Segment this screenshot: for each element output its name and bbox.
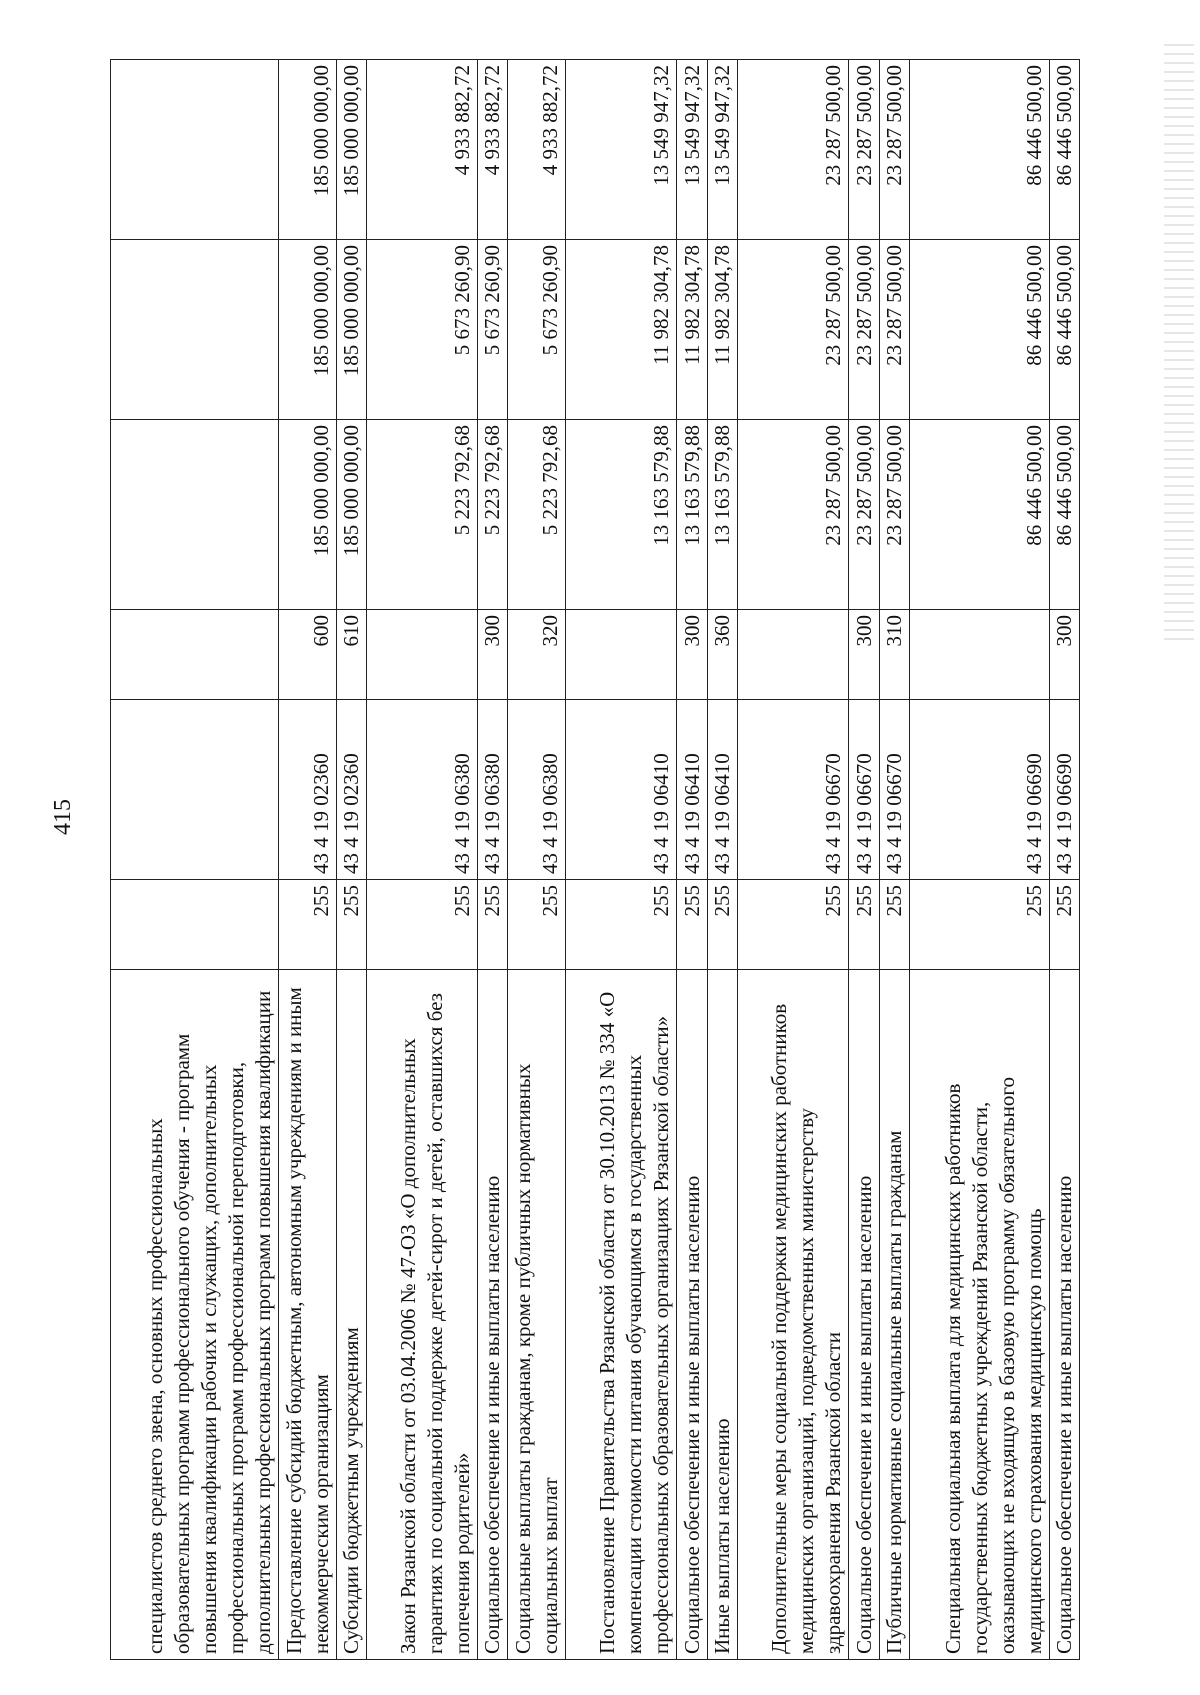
row-amount-2: 23 287 500,00 [879,240,909,420]
row-amount-2: 11 982 304,78 [566,240,677,420]
row-amount-1: 13 163 579,88 [566,420,677,610]
row-gr-code: 255 [738,880,849,970]
row-amount-2: 185 000 000,00 [336,240,366,420]
row-name: специалистов среднего звена, основных профессиональных образовательных программ профессионального обучения - программ повышения квалификации рабочих и служащих, дополнительных профессиональных программ профессиональной переподготовки, дополнительных профессиональных программ повышения квалификации [111,970,279,1660]
row-amount-2: 5 673 260,90 [508,240,566,420]
row-amount-3: 4 933 882,72 [366,60,477,240]
row-amount-1: 185 000 000,00 [278,420,336,610]
row-expense-type: 300 [1049,610,1079,700]
row-name: Дополнительные меры социальной поддержки медицинских работников медицинских организаций, подведомственных министерству здравоохранения Рязанской области [738,970,849,1660]
row-gr-code: 255 [1049,880,1079,970]
table-body [111,60,1080,1660]
row-name: Публичные нормативные социальные выплаты гражданам [879,970,909,1660]
row-expense-type [566,610,677,700]
row-expense-type [738,610,849,700]
row-target-article: 43 4 19 06410 [677,700,707,880]
row-amount-3: 4 933 882,72 [508,60,566,240]
row-amount-1: 86 446 500,00 [909,420,1049,610]
row-amount-3: 86 446 500,00 [909,60,1049,240]
row-expense-type: 600 [278,610,336,700]
row-target-article: 43 4 19 06380 [366,700,477,880]
row-gr-code: 255 [879,880,909,970]
row-amount-3: 86 446 500,00 [1049,60,1079,240]
table-row [738,60,849,1660]
row-amount-1: 23 287 500,00 [849,420,879,610]
row-target-article: 43 4 19 02360 [278,700,336,880]
row-amount-3: 23 287 500,00 [849,60,879,240]
table-row [677,60,707,1660]
row-gr-code: 255 [278,880,336,970]
row-expense-type: 360 [707,610,737,700]
row-amount-3 [111,60,279,240]
row-amount-1: 185 000 000,00 [336,420,366,610]
row-target-article: 43 4 19 06380 [478,700,508,880]
row-amount-2: 86 446 500,00 [1049,240,1079,420]
row-amount-2: 5 673 260,90 [478,240,508,420]
row-name: Иные выплаты населению [707,970,737,1660]
row-name: Социальное обеспечение и иные выплаты населению [1049,970,1079,1660]
table-row [336,60,366,1660]
row-gr-code: 255 [707,880,737,970]
row-gr-code: 255 [478,880,508,970]
row-target-article: 43 4 19 06670 [879,700,909,880]
row-gr-code [111,880,279,970]
row-expense-type [111,610,279,700]
row-gr-code: 255 [909,880,1049,970]
row-gr-code: 255 [677,880,707,970]
row-amount-2: 23 287 500,00 [738,240,849,420]
row-amount-3: 23 287 500,00 [879,60,909,240]
table-row [478,60,508,1660]
row-gr-code: 255 [849,880,879,970]
row-expense-type: 300 [849,610,879,700]
table-row [366,60,477,1660]
table-row [566,60,677,1660]
table-row [879,60,909,1660]
row-name: Социальное обеспечение и иные выплаты населению [478,970,508,1660]
row-target-article: 43 4 19 06380 [508,700,566,880]
row-amount-3: 185 000 000,00 [278,60,336,240]
row-amount-1: 5 223 792,68 [508,420,566,610]
row-target-article: 43 4 19 06410 [707,700,737,880]
row-gr-code: 255 [566,880,677,970]
row-amount-2: 23 287 500,00 [849,240,879,420]
row-expense-type: 300 [677,610,707,700]
row-expense-type: 320 [508,610,566,700]
row-name: Субсидии бюджетным учреждениям [336,970,366,1660]
row-name: Постановление Правительства Рязанской области от 30.10.2013 № 334 «О компенсации стоимости питания обучающимся в государственных профессиональных образовательных организациях Рязанской области» [566,970,677,1660]
row-expense-type: 310 [879,610,909,700]
row-gr-code: 255 [508,880,566,970]
row-expense-type [909,610,1049,700]
row-amount-2: 11 982 304,78 [677,240,707,420]
row-gr-code: 255 [336,880,366,970]
row-amount-3: 185 000 000,00 [336,60,366,240]
row-target-article: 43 4 19 06410 [566,700,677,880]
budget-table-container [110,60,1080,1660]
row-target-article [111,700,279,880]
row-amount-3: 4 933 882,72 [478,60,508,240]
row-amount-3: 23 287 500,00 [738,60,849,240]
row-target-article: 43 4 19 06670 [849,700,879,880]
row-name: Социальное обеспечение и иные выплаты населению [677,970,707,1660]
row-name: Специальная социальная выплата для медицинских работников государственных бюджетных учреждений Рязанской области, оказывающих не входящую в базовую программу обязательного медицинского страхования медицинскую помощь [909,970,1049,1660]
row-target-article: 43 4 19 06690 [1049,700,1079,880]
row-expense-type [366,610,477,700]
row-target-article: 43 4 19 06690 [909,700,1049,880]
row-amount-1: 23 287 500,00 [879,420,909,610]
row-amount-2: 11 982 304,78 [707,240,737,420]
table-row [849,60,879,1660]
row-amount-3: 13 549 947,32 [707,60,737,240]
row-amount-1: 23 287 500,00 [738,420,849,610]
row-expense-type: 300 [478,610,508,700]
table-row [909,60,1049,1660]
row-name: Закон Рязанской области от 03.04.2006 № 47-ОЗ «О дополнительных гарантиях по социальной поддержке детей-сирот и детей, оставшихся без попечения родителей» [366,970,477,1660]
table-row [1049,60,1079,1660]
row-target-article: 43 4 19 02360 [336,700,366,880]
row-amount-1: 5 223 792,68 [478,420,508,610]
row-amount-1: 13 163 579,88 [707,420,737,610]
row-amount-1: 5 223 792,68 [366,420,477,610]
page-number: 415 [50,799,76,835]
budget-table [110,59,1080,1660]
table-row [508,60,566,1660]
row-name: Социальные выплаты гражданам, кроме публичных нормативных социальных выплат [508,970,566,1660]
row-amount-1: 86 446 500,00 [1049,420,1079,610]
row-name: Предоставление субсидий бюджетным, автономным учреждениям и иным некоммерческим организациям [278,970,336,1660]
row-amount-3: 13 549 947,32 [566,60,677,240]
table-row [707,60,737,1660]
table-row [278,60,336,1660]
row-name: Социальное обеспечение и иные выплаты населению [849,970,879,1660]
row-amount-2 [111,240,279,420]
row-amount-3: 13 549 947,32 [677,60,707,240]
row-target-article: 43 4 19 06670 [738,700,849,880]
row-amount-2: 5 673 260,90 [366,240,477,420]
row-amount-2: 86 446 500,00 [909,240,1049,420]
scan-artifact [1164,40,1194,640]
row-amount-1 [111,420,279,610]
row-amount-1: 13 163 579,88 [677,420,707,610]
row-expense-type: 610 [336,610,366,700]
table-row [111,60,279,1660]
row-amount-2: 185 000 000,00 [278,240,336,420]
row-gr-code: 255 [366,880,477,970]
